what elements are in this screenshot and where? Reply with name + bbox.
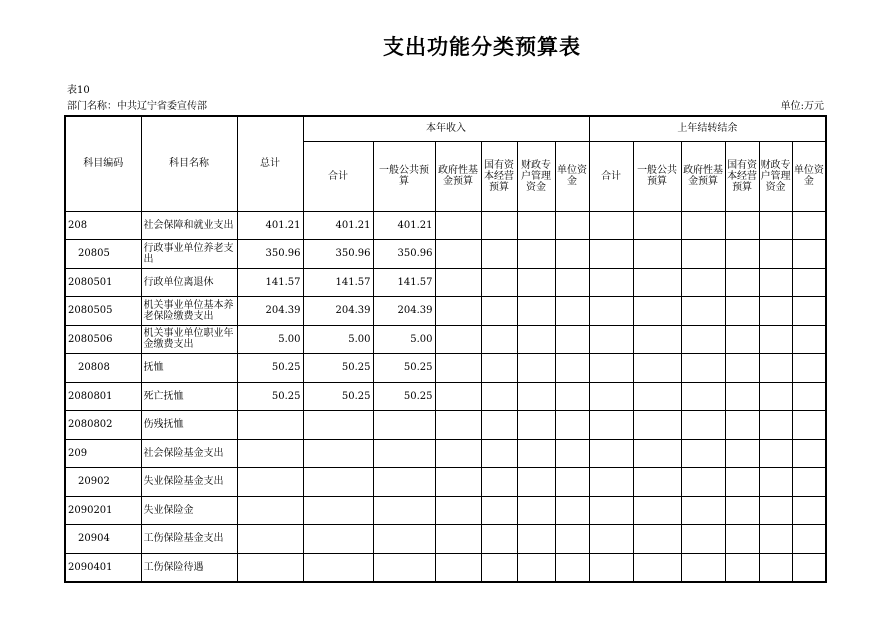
empty-cell <box>725 211 759 240</box>
row-total: 141.57 <box>237 268 303 297</box>
empty-cell <box>555 297 589 326</box>
empty-cell <box>759 553 792 582</box>
empty-cell <box>435 211 481 240</box>
row-sum: 141.57 <box>303 268 373 297</box>
empty-cell <box>681 439 725 468</box>
empty-cell <box>555 382 589 411</box>
empty-cell <box>517 297 555 326</box>
table-row <box>65 411 826 440</box>
empty-cell <box>555 439 589 468</box>
department-name: 部门名称：中共辽宁省委宣传部 <box>67 101 207 112</box>
header-co-fiscal-special: 财政专户管理资金 <box>759 141 792 211</box>
empty-cell <box>681 468 725 497</box>
header-co-unit-fund: 单位资金 <box>792 141 826 211</box>
empty-cell <box>633 325 681 354</box>
row-total: 50.25 <box>237 382 303 411</box>
empty-cell <box>633 297 681 326</box>
empty-cell <box>759 297 792 326</box>
empty-cell <box>759 382 792 411</box>
row-name: 行政单位离退休 <box>141 268 237 297</box>
empty-cell <box>589 525 633 554</box>
empty-cell <box>792 354 826 383</box>
empty-cell <box>517 411 555 440</box>
empty-cell <box>681 525 725 554</box>
empty-cell <box>759 325 792 354</box>
empty-cell <box>633 382 681 411</box>
empty-cell <box>633 240 681 269</box>
row-code: 20805 <box>65 240 141 269</box>
empty-cell <box>633 211 681 240</box>
empty-cell <box>725 439 759 468</box>
row-sum <box>303 439 373 468</box>
row-total <box>237 553 303 582</box>
row-code: 209 <box>65 439 141 468</box>
empty-cell <box>517 211 555 240</box>
empty-cell <box>555 553 589 582</box>
row-total: 350.96 <box>237 240 303 269</box>
row-sum: 401.21 <box>303 211 373 240</box>
empty-cell <box>759 354 792 383</box>
table-number: 表10 <box>67 85 90 96</box>
empty-cell <box>589 382 633 411</box>
empty-cell <box>481 553 517 582</box>
empty-cell <box>633 525 681 554</box>
empty-cell <box>589 411 633 440</box>
row-sum: 50.25 <box>303 354 373 383</box>
empty-cell <box>555 468 589 497</box>
empty-cell <box>555 411 589 440</box>
empty-cell <box>517 496 555 525</box>
header-general-public: 一般公共预算 <box>373 141 435 211</box>
header-co-sum: 合计 <box>589 141 633 211</box>
empty-cell <box>555 240 589 269</box>
row-general: 401.21 <box>373 211 435 240</box>
row-name: 抚恤 <box>141 354 237 383</box>
header-carryover: 上年结转结余 <box>589 116 826 141</box>
table-row <box>65 325 826 354</box>
empty-cell <box>555 525 589 554</box>
empty-cell <box>681 354 725 383</box>
empty-cell <box>725 382 759 411</box>
row-code: 2080802 <box>65 411 141 440</box>
empty-cell <box>481 411 517 440</box>
row-general <box>373 468 435 497</box>
empty-cell <box>759 468 792 497</box>
empty-cell <box>589 268 633 297</box>
row-code: 208 <box>65 211 141 240</box>
empty-cell <box>589 211 633 240</box>
row-total: 5.00 <box>237 325 303 354</box>
row-general: 50.25 <box>373 354 435 383</box>
empty-cell <box>633 553 681 582</box>
empty-cell <box>589 496 633 525</box>
empty-cell <box>792 268 826 297</box>
empty-cell <box>792 325 826 354</box>
row-general <box>373 411 435 440</box>
table-row <box>65 354 826 383</box>
row-total <box>237 468 303 497</box>
empty-cell <box>435 325 481 354</box>
empty-cell <box>589 297 633 326</box>
empty-cell <box>555 325 589 354</box>
empty-cell <box>435 439 481 468</box>
row-total: 401.21 <box>237 211 303 240</box>
row-general <box>373 525 435 554</box>
empty-cell <box>725 354 759 383</box>
empty-cell <box>759 211 792 240</box>
row-name: 失业保险基金支出 <box>141 468 237 497</box>
row-sum <box>303 525 373 554</box>
empty-cell <box>792 439 826 468</box>
empty-cell <box>759 496 792 525</box>
empty-cell <box>517 240 555 269</box>
header-code: 科目编码 <box>65 116 141 211</box>
empty-cell <box>633 468 681 497</box>
empty-cell <box>792 382 826 411</box>
row-code: 2090201 <box>65 496 141 525</box>
row-total: 204.39 <box>237 297 303 326</box>
row-sum: 204.39 <box>303 297 373 326</box>
empty-cell <box>725 268 759 297</box>
row-name: 失业保险金 <box>141 496 237 525</box>
header-total: 总计 <box>237 116 303 211</box>
row-general: 204.39 <box>373 297 435 326</box>
empty-cell <box>517 325 555 354</box>
row-code: 2080801 <box>65 382 141 411</box>
header-co-gov-fund: 政府性基金预算 <box>681 141 725 211</box>
empty-cell <box>481 211 517 240</box>
table-row <box>65 297 826 326</box>
unit-label: 单位:万元 <box>780 101 824 112</box>
empty-cell <box>681 240 725 269</box>
row-sum <box>303 553 373 582</box>
row-general <box>373 496 435 525</box>
row-name: 工伤保险待遇 <box>141 553 237 582</box>
row-name: 机关事业单位职业年金缴费支出 <box>141 325 237 354</box>
empty-cell <box>517 382 555 411</box>
header-sum: 合计 <box>303 141 373 211</box>
table-row <box>65 553 826 582</box>
empty-cell <box>633 268 681 297</box>
empty-cell <box>759 268 792 297</box>
empty-cell <box>725 411 759 440</box>
row-total <box>237 411 303 440</box>
empty-cell <box>589 240 633 269</box>
row-total <box>237 496 303 525</box>
row-general <box>373 553 435 582</box>
empty-cell <box>681 211 725 240</box>
empty-cell <box>589 325 633 354</box>
empty-cell <box>555 268 589 297</box>
empty-cell <box>435 240 481 269</box>
empty-cell <box>681 496 725 525</box>
table-row <box>65 211 826 240</box>
empty-cell <box>481 496 517 525</box>
row-sum <box>303 496 373 525</box>
empty-cell <box>759 411 792 440</box>
empty-cell <box>681 268 725 297</box>
row-total <box>237 439 303 468</box>
row-sum <box>303 411 373 440</box>
row-total <box>237 525 303 554</box>
empty-cell <box>481 354 517 383</box>
empty-cell <box>792 240 826 269</box>
empty-cell <box>555 354 589 383</box>
empty-cell <box>633 411 681 440</box>
empty-cell <box>792 496 826 525</box>
empty-cell <box>435 525 481 554</box>
budget-table <box>64 115 827 583</box>
row-general: 350.96 <box>373 240 435 269</box>
row-general <box>373 439 435 468</box>
header-co-state-capital: 国有资本经营预算 <box>725 141 759 211</box>
empty-cell <box>589 553 633 582</box>
row-code: 20904 <box>65 525 141 554</box>
empty-cell <box>681 382 725 411</box>
row-sum <box>303 468 373 497</box>
empty-cell <box>481 240 517 269</box>
row-name: 社会保险基金支出 <box>141 439 237 468</box>
table-row <box>65 268 826 297</box>
empty-cell <box>481 382 517 411</box>
empty-cell <box>681 411 725 440</box>
row-sum: 50.25 <box>303 382 373 411</box>
empty-cell <box>481 525 517 554</box>
row-code: 2080505 <box>65 297 141 326</box>
empty-cell <box>725 496 759 525</box>
row-code: 2090401 <box>65 553 141 582</box>
row-name: 死亡抚恤 <box>141 382 237 411</box>
empty-cell <box>435 496 481 525</box>
empty-cell <box>633 354 681 383</box>
empty-cell <box>435 354 481 383</box>
row-code: 20808 <box>65 354 141 383</box>
empty-cell <box>792 297 826 326</box>
empty-cell <box>589 468 633 497</box>
header-co-general-public: 一般公共预算 <box>633 141 681 211</box>
table-row <box>65 439 826 468</box>
empty-cell <box>435 382 481 411</box>
empty-cell <box>633 496 681 525</box>
row-name: 行政事业单位养老支出 <box>141 240 237 269</box>
empty-cell <box>481 439 517 468</box>
empty-cell <box>633 439 681 468</box>
row-total: 50.25 <box>237 354 303 383</box>
row-general: 5.00 <box>373 325 435 354</box>
empty-cell <box>792 553 826 582</box>
empty-cell <box>435 297 481 326</box>
empty-cell <box>517 354 555 383</box>
empty-cell <box>725 553 759 582</box>
empty-cell <box>792 468 826 497</box>
empty-cell <box>792 525 826 554</box>
table-row <box>65 525 826 554</box>
header-fiscal-special: 财政专户管理资金 <box>517 141 555 211</box>
empty-cell <box>589 354 633 383</box>
row-general: 50.25 <box>373 382 435 411</box>
table-row <box>65 240 826 269</box>
empty-cell <box>517 268 555 297</box>
row-code: 2080501 <box>65 268 141 297</box>
empty-cell <box>481 325 517 354</box>
empty-cell <box>681 325 725 354</box>
empty-cell <box>725 297 759 326</box>
empty-cell <box>517 553 555 582</box>
empty-cell <box>435 268 481 297</box>
empty-cell <box>681 297 725 326</box>
header-gov-fund: 政府性基金预算 <box>435 141 481 211</box>
empty-cell <box>725 240 759 269</box>
empty-cell <box>792 211 826 240</box>
header-state-capital: 国有资本经营预算 <box>481 141 517 211</box>
empty-cell <box>725 468 759 497</box>
empty-cell <box>589 439 633 468</box>
row-name: 社会保障和就业支出 <box>141 211 237 240</box>
empty-cell <box>792 411 826 440</box>
empty-cell <box>681 553 725 582</box>
empty-cell <box>759 439 792 468</box>
row-sum: 5.00 <box>303 325 373 354</box>
row-code: 20902 <box>65 468 141 497</box>
empty-cell <box>517 439 555 468</box>
empty-cell <box>481 268 517 297</box>
row-code: 2080506 <box>65 325 141 354</box>
empty-cell <box>555 211 589 240</box>
row-general: 141.57 <box>373 268 435 297</box>
row-name: 伤残抚恤 <box>141 411 237 440</box>
table-row <box>65 382 826 411</box>
row-name: 机关事业单位基本养老保险缴费支出 <box>141 297 237 326</box>
empty-cell <box>759 525 792 554</box>
empty-cell <box>435 468 481 497</box>
header-name: 科目名称 <box>141 116 237 211</box>
page-title: 支出功能分类预算表 <box>383 35 581 59</box>
empty-cell <box>517 525 555 554</box>
empty-cell <box>725 525 759 554</box>
row-sum: 350.96 <box>303 240 373 269</box>
table-row <box>65 496 826 525</box>
table-row <box>65 468 826 497</box>
empty-cell <box>481 468 517 497</box>
empty-cell <box>481 297 517 326</box>
empty-cell <box>435 553 481 582</box>
row-name: 工伤保险基金支出 <box>141 525 237 554</box>
empty-cell <box>555 496 589 525</box>
header-unit-fund: 单位资金 <box>555 141 589 211</box>
empty-cell <box>759 240 792 269</box>
header-current-income: 本年收入 <box>303 116 589 141</box>
empty-cell <box>517 468 555 497</box>
empty-cell <box>435 411 481 440</box>
empty-cell <box>725 325 759 354</box>
